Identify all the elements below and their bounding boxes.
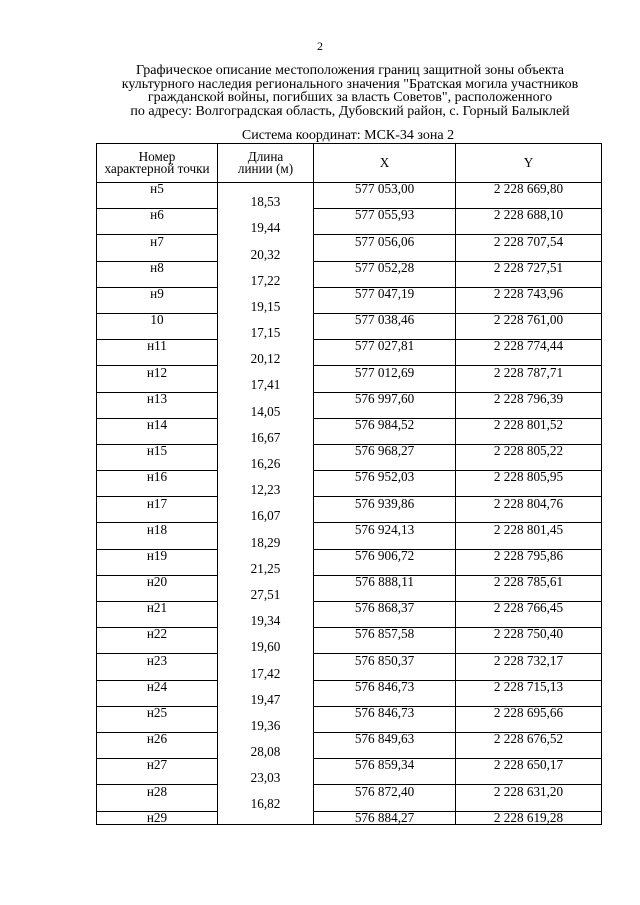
line-length: 21,25 <box>218 562 314 575</box>
line-length: 18,53 <box>218 196 314 209</box>
line-length: 19,44 <box>218 222 314 235</box>
table-row-point <box>97 261 602 274</box>
page-number: 2 <box>317 39 323 53</box>
header-y: Y <box>456 144 602 183</box>
x-coordinate: 576 859,34 <box>314 759 456 772</box>
point-number: н12 <box>97 366 218 379</box>
title-line: гражданской войны, погибших за власть Советов", расположенного <box>147 90 553 106</box>
x-coordinate: 576 857,58 <box>314 628 456 641</box>
x-coordinate: 577 055,93 <box>314 209 456 222</box>
y-coordinate: 2 228 669,80 <box>456 183 602 196</box>
x-coordinate: 576 868,37 <box>314 602 456 615</box>
segment-empty <box>456 510 602 523</box>
segment-empty <box>456 353 602 366</box>
x-coordinate: 576 984,52 <box>314 418 456 431</box>
y-coordinate: 2 228 676,52 <box>456 732 602 745</box>
line-length: 28,08 <box>218 746 314 759</box>
x-coordinate: 577 047,19 <box>314 287 456 300</box>
y-coordinate: 2 228 761,00 <box>456 313 602 326</box>
point-number: н18 <box>97 523 218 536</box>
segment-empty <box>456 222 602 235</box>
point-number: н8 <box>97 261 218 274</box>
line-length: 19,47 <box>218 693 314 706</box>
table-row-point <box>97 471 602 484</box>
table-row-point <box>97 759 602 772</box>
x-coordinate: 576 884,27 <box>314 811 456 825</box>
table-row-point <box>97 706 602 719</box>
line-length: 20,32 <box>218 248 314 261</box>
y-coordinate: 2 228 650,17 <box>456 759 602 772</box>
table-body <box>97 183 602 825</box>
point-number: н9 <box>97 287 218 300</box>
segment-empty <box>456 484 602 497</box>
line-length: 17,42 <box>218 667 314 680</box>
table-row-point <box>97 209 602 222</box>
segment-empty <box>456 641 602 654</box>
y-coordinate: 2 228 801,52 <box>456 418 602 431</box>
line-length: 12,23 <box>218 484 314 497</box>
y-coordinate: 2 228 727,51 <box>456 261 602 274</box>
y-coordinate: 2 228 787,71 <box>456 366 602 379</box>
x-coordinate: 576 906,72 <box>314 549 456 562</box>
x-coordinate: 576 939,86 <box>314 497 456 510</box>
table-row-point <box>97 575 602 588</box>
point-number: н28 <box>97 785 218 798</box>
point-number: н29 <box>97 811 218 825</box>
table-row-segment <box>97 484 602 497</box>
y-coordinate: 2 228 805,22 <box>456 444 602 457</box>
x-coordinate: 577 038,46 <box>314 313 456 326</box>
header-point-number <box>97 144 218 183</box>
table-header-row <box>97 144 602 183</box>
table-row-point <box>97 340 602 353</box>
x-coordinate: 577 027,81 <box>314 340 456 353</box>
y-coordinate: 2 228 631,20 <box>456 785 602 798</box>
point-number: н23 <box>97 654 218 667</box>
segment-empty <box>314 484 456 497</box>
line-length: 23,03 <box>218 772 314 785</box>
title-line: Графическое описание местоположения границ защитной зоны объекта <box>136 63 564 78</box>
y-coordinate: 2 228 619,28 <box>456 811 602 825</box>
length-empty <box>218 811 314 825</box>
point-number: н25 <box>97 706 218 719</box>
segment-empty <box>456 772 602 785</box>
table-row-point <box>97 654 602 667</box>
y-coordinate: 2 228 801,45 <box>456 523 602 536</box>
point-number: н7 <box>97 235 218 248</box>
table-row-point <box>97 366 602 379</box>
table-row-point <box>97 287 602 300</box>
x-coordinate: 577 052,28 <box>314 261 456 274</box>
point-number: н21 <box>97 602 218 615</box>
table-row-point <box>97 313 602 326</box>
point-number: н11 <box>97 340 218 353</box>
x-coordinate: 576 888,11 <box>314 575 456 588</box>
point-number: н15 <box>97 444 218 457</box>
line-length: 16,07 <box>218 510 314 523</box>
point-number: н6 <box>97 209 218 222</box>
table-row-point <box>97 549 602 562</box>
point-number: 10 <box>97 313 218 326</box>
length-empty <box>218 654 314 667</box>
line-length: 17,22 <box>218 274 314 287</box>
y-coordinate: 2 228 774,44 <box>456 340 602 353</box>
segment-empty <box>97 222 218 235</box>
segment-empty <box>314 222 456 235</box>
y-coordinate: 2 228 796,39 <box>456 392 602 405</box>
x-coordinate: 576 846,73 <box>314 680 456 693</box>
line-length: 16,67 <box>218 431 314 444</box>
header-line-length <box>218 144 314 183</box>
segment-empty <box>97 484 218 497</box>
y-coordinate: 2 228 732,17 <box>456 654 602 667</box>
point-number: н27 <box>97 759 218 772</box>
x-coordinate: 576 968,27 <box>314 444 456 457</box>
point-number: н5 <box>97 183 218 196</box>
table-row-point <box>97 183 602 196</box>
segment-empty <box>97 510 218 523</box>
segment-empty <box>97 641 218 654</box>
segment-empty <box>314 641 456 654</box>
table-row-point <box>97 628 602 641</box>
line-length: 18,29 <box>218 536 314 549</box>
table-row-point <box>97 497 602 510</box>
line-length: 27,51 <box>218 588 314 601</box>
x-coordinate: 576 924,13 <box>314 523 456 536</box>
table-row-segment <box>97 641 602 654</box>
segment-empty <box>97 772 218 785</box>
table-row-segment <box>97 222 602 235</box>
title-line: по адресу: Волгоградская область, Дубовский район, с. Горный Балыклей <box>130 103 570 119</box>
y-coordinate: 2 228 785,61 <box>456 575 602 588</box>
table-row-point <box>97 418 602 431</box>
y-coordinate: 2 228 695,66 <box>456 706 602 719</box>
point-number: н20 <box>97 575 218 588</box>
table-row-point <box>97 732 602 745</box>
point-number: н16 <box>97 471 218 484</box>
line-length: 16,82 <box>218 798 314 811</box>
point-number: н19 <box>97 549 218 562</box>
x-coordinate: 576 872,40 <box>314 785 456 798</box>
table-row-point <box>97 523 602 536</box>
line-length: 17,41 <box>218 379 314 392</box>
y-coordinate: 2 228 707,54 <box>456 235 602 248</box>
table-row-point <box>97 680 602 693</box>
y-coordinate: 2 228 795,86 <box>456 549 602 562</box>
table-row-segment <box>97 772 602 785</box>
line-length: 17,15 <box>218 327 314 340</box>
line-length: 19,60 <box>218 641 314 654</box>
x-coordinate: 576 952,03 <box>314 471 456 484</box>
header-point-number-text: Номер характерной точки <box>104 149 210 176</box>
y-coordinate: 2 228 804,76 <box>456 497 602 510</box>
point-number: н26 <box>97 732 218 745</box>
x-coordinate: 576 997,60 <box>314 392 456 405</box>
line-length: 14,05 <box>218 405 314 418</box>
table-row-point <box>97 235 602 248</box>
line-length: 16,26 <box>218 457 314 470</box>
x-coordinate: 577 012,69 <box>314 366 456 379</box>
y-coordinate: 2 228 743,96 <box>456 287 602 300</box>
line-length: 19,34 <box>218 615 314 628</box>
table-row-segment <box>97 510 602 523</box>
segment-empty <box>314 353 456 366</box>
document-title <box>80 64 620 118</box>
point-number: н17 <box>97 497 218 510</box>
table-row-point <box>97 602 602 615</box>
line-length: 19,15 <box>218 300 314 313</box>
segment-empty <box>314 510 456 523</box>
table-row-point <box>97 444 602 457</box>
point-number: н14 <box>97 418 218 431</box>
y-coordinate: 2 228 805,95 <box>456 471 602 484</box>
table-row-point <box>97 785 602 798</box>
y-coordinate: 2 228 766,45 <box>456 602 602 615</box>
title-line: культурного наследия регионального значения "Братская могила участников <box>121 76 579 92</box>
x-coordinate: 577 053,00 <box>314 183 456 196</box>
length-empty <box>218 235 314 248</box>
y-coordinate: 2 228 750,40 <box>456 628 602 641</box>
y-coordinate: 2 228 715,13 <box>456 680 602 693</box>
x-coordinate: 576 850,37 <box>314 654 456 667</box>
coordinates-table <box>96 143 602 825</box>
header-line-length-text: Длина линии (м) <box>237 149 294 176</box>
x-coordinate: 576 849,63 <box>314 732 456 745</box>
x-coordinate: 577 056,06 <box>314 235 456 248</box>
header-x: X <box>314 144 456 183</box>
point-number: н13 <box>97 392 218 405</box>
line-length: 20,12 <box>218 353 314 366</box>
line-length: 19,36 <box>218 719 314 732</box>
point-number: н24 <box>97 680 218 693</box>
x-coordinate: 576 846,73 <box>314 706 456 719</box>
table-row-point <box>97 392 602 405</box>
segment-empty <box>97 353 218 366</box>
y-coordinate: 2 228 688,10 <box>456 209 602 222</box>
point-number: н22 <box>97 628 218 641</box>
table-row-point <box>97 811 602 825</box>
segment-empty <box>314 772 456 785</box>
coordinate-system-label: Система координат: МСК-34 зона 2 <box>241 128 455 143</box>
table-row-segment <box>97 353 602 366</box>
